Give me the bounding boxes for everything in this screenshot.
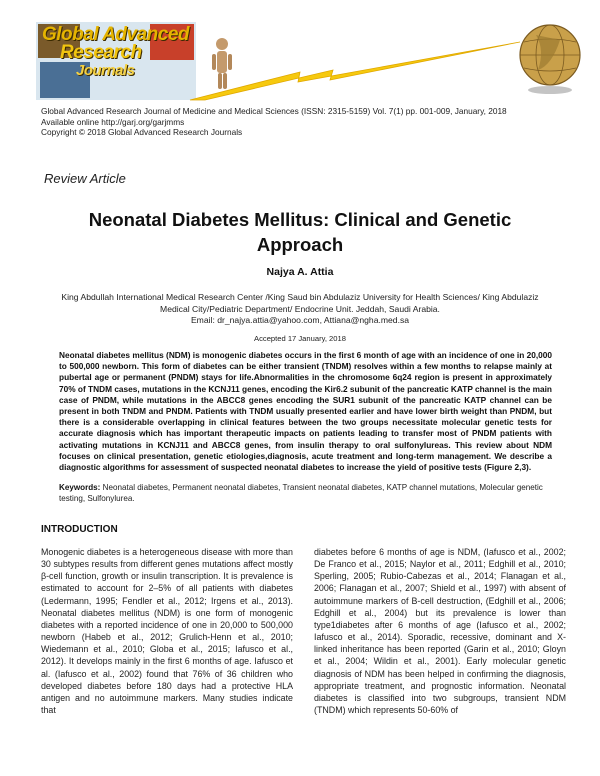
introduction-column-left: Monogenic diabetes is a heterogeneous disease with more than 30 subtypes results from different genes mutations affect mostly β-cell function, growth or insulin transcription. It is prevalence is estimated to account for 2–5% of all patients with diabetes (Ledermann, 1995; Fendler et al., 2012; Irgens et al., 2013). Neonatal diabetes mellitus (NDM) is one form of monogenic diabetes with a reported incidence of one in 20,000 to 500,000 newborn (Habeb et al., 2012; Grulich-Henn et al., 2010; Wiedemann et al., 2010; Globa et al., 2015; Iafusco et al., 2012). It develops mainly in the first 6 months of age. Iafusco et al. (Iafusco et al., 2002) found that 76% of 36 children who developed diabetes before 180 days had a protective HLA antigen and no autoimmune markers. Many studies indicate that — [41, 547, 293, 716]
keywords — [59, 482, 552, 504]
journal-banner — [0, 0, 600, 110]
author-affiliation-block — [46, 292, 554, 327]
introduction-column-right: diabetes before 6 months of age is NDM, (Iafusco et al., 2002; De Franco et al., 2015; Naylor et al., 2011; Edghill et al., 2010; Sperling, 2005; Rubio-Cabezas et al., 2014; Flanagan et al., 2006; Flanagan et al., 2007; Shield et al., 1997) with absent of autoimmune markers of B-cell destruction, (Edghill et al., 2006; Edghill et al., 2004) but its prevalence is lower than type1diabetes after 6 months of age (Iafusco et al., 2002; Iafusco et al., 2014). Sporadic, recessive, dominant and X-linked inheritance has been reported (Garin et al., 2010; Gloyn et al., 2004; Wildin et al., 2001). Early molecular genetic diagnosis of NDM has been helped in confirming the diagnosis, appropriate treatment, and prognostic information. Neonatal diabetes is classified into two subgroups, transient NDM (TNDM) which represents 50-60% of — [314, 547, 566, 716]
keywords-label: Keywords: — [59, 483, 101, 492]
logo-line-1: Global Advanced — [42, 24, 189, 45]
journal-copyright: Copyright © 2018 Global Advanced Research Journals — [41, 127, 243, 137]
journal-citation: Global Advanced Research Journal of Medicine and Medical Sciences (ISSN: 2315-5159) Vol. 7(1) pp. 001-009, January, 2018 — [41, 106, 507, 116]
journal-availability: Available online http://garj.org/garjmms — [41, 116, 185, 127]
author-email: Email: dr_najya.attia@yahoo.com, Attiana@ngha.med.sa — [190, 315, 410, 325]
introduction-heading: INTRODUCTION — [41, 524, 118, 535]
abstract: Neonatal diabetes mellitus (NDM) is monogenic diabetes occurs in the first 6 month of age with an incidence of one in 20,000 to 500,000 newborn. This form of diabetes can be either transient (TNDM) resolves within a few months to relapse mainly at pubertal age or permanent (PNDM) stays for life.Abnormalities in the chromosome 6q24 region is present in approximately 70% of TNDM cases, mutations in the KCNJ11 genes, encoding the Kir6.2 subunit of the pancreatic KATP channel is the main case of PNDM, while mutations in the ABCC8 genes encoding the SUR1 subunit of the pancreatic KATP channel can be present in both TNDM and PNDM. Patients with TNDM usually presented earlier and have lower birth weight than PNDM, but there is a considerable overlapping in clinical features between the two groups necessitate molecular genetic tests for accurate diagnosis which has important therapeutic impacts on patients leading to transfer most of PNDM patients with activating mutations in KCNJ11 and ABCC8 genes, from insulin therapy to oral sulfonylureas. This review about NDM focuses on clinical presentation, genetic etiologies,diagnosis, acute treatment and long-term management. We describe a diagnostic algorithms for assessment of suspected neonatal diabetes to increase the yield of positive tests (Figure 2,3). — [59, 350, 553, 473]
article-type: Review Article — [44, 171, 126, 186]
article-title: Neonatal Diabetes Mellitus: Clinical and Genetic Approach — [88, 209, 512, 255]
wooden-figure-icon — [212, 38, 232, 89]
lightning-bolt-icon — [190, 42, 520, 100]
accepted-date: Accepted 17 January, 2018 — [254, 334, 346, 343]
journal-header-meta — [41, 106, 507, 138]
logo-line-3: Journals — [76, 62, 135, 79]
keywords-text: Neonatal diabetes, Permanent neonatal diabetes, Transient neonatal diabetes, KATP channel mutations, Molecular genetic testing, Sulfonylurea. — [59, 483, 543, 503]
logo-line-2: Research — [60, 42, 142, 63]
author-name: Najya A. Attia — [266, 266, 334, 278]
journal-logo — [42, 26, 189, 80]
globe-icon — [520, 25, 580, 94]
affiliation: King Abdullah International Medical Research Center /King Saud bin Abdulaziz University for Health Sciences/ King Abdulaziz Medical City/Pediatric Department/ Endocrine Unit. Jeddah, Saudi Arabia. — [61, 292, 539, 314]
